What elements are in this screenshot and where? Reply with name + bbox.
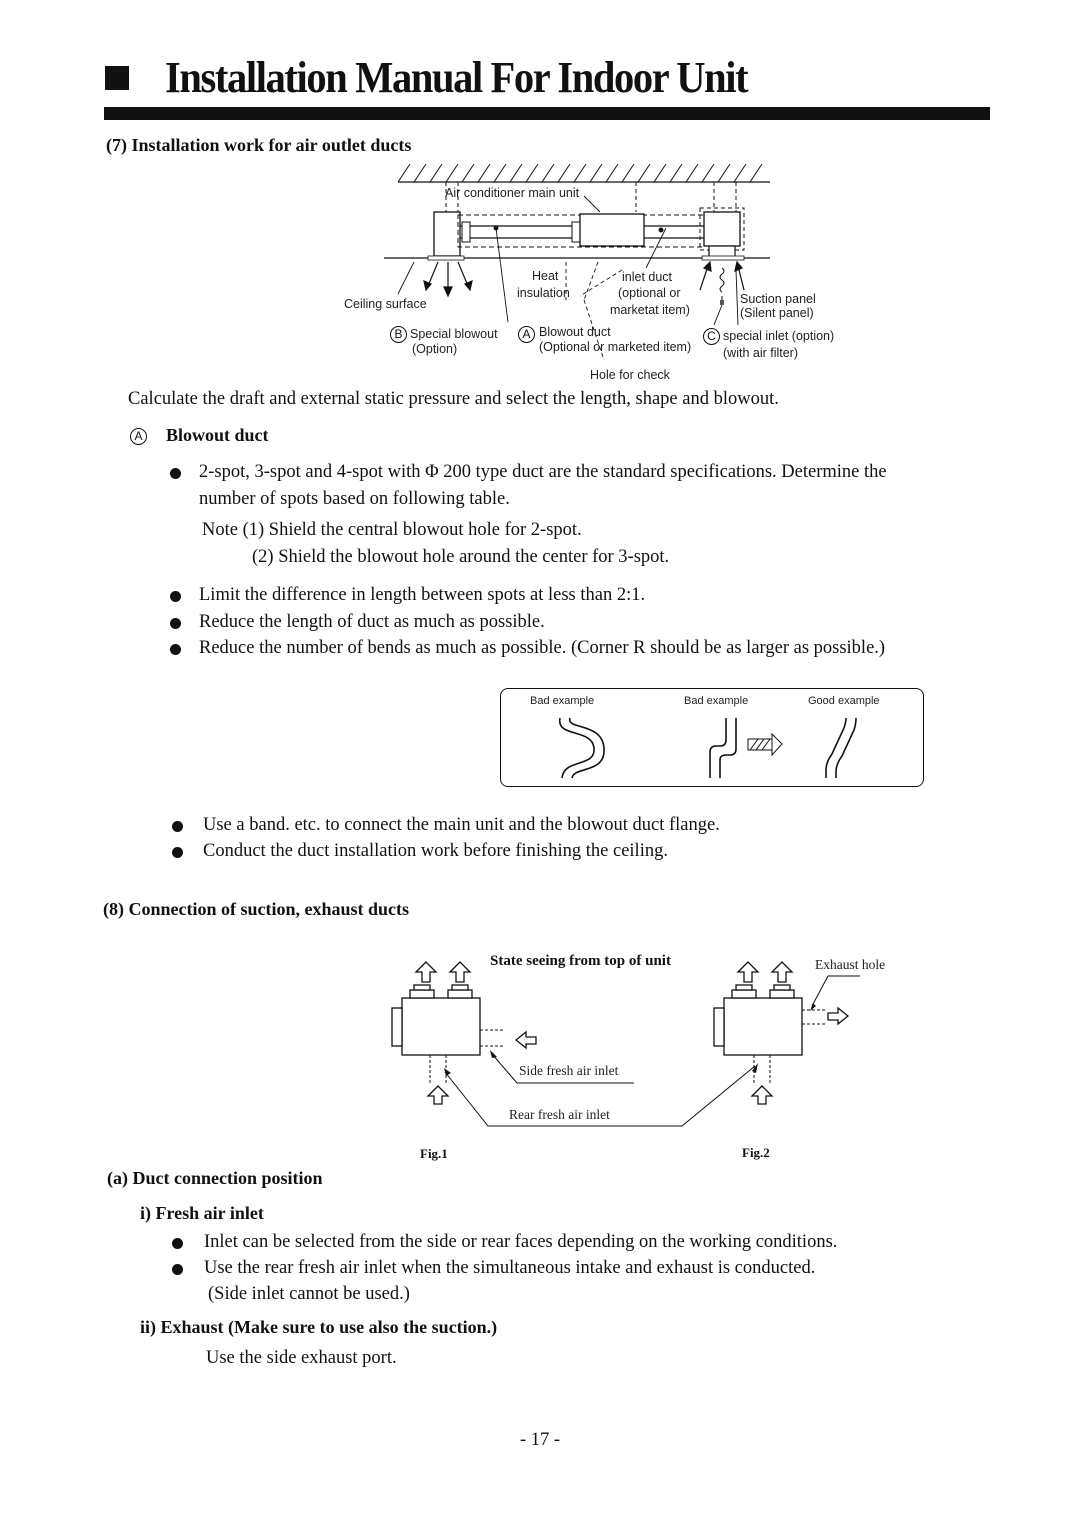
bullet-rear-inlet: Use the rear fresh air inlet when the simultaneous intake and exhaust is conducted.	[204, 1258, 816, 1278]
marker-b-letter: B	[390, 326, 407, 343]
insulation-label: insulation	[517, 286, 570, 300]
inlet-duct-optional-label: (optional or	[618, 286, 681, 300]
bullet-icon	[172, 1264, 183, 1275]
ceiling-surface-label: Ceiling surface	[344, 297, 427, 311]
blowout-duct-sub-label: (Optional or marketed item)	[539, 340, 692, 354]
bad-example-2-label: Bad example	[684, 695, 749, 707]
exhaust-text: Use the side exhaust port.	[206, 1348, 397, 1368]
calc-text: Calculate the draft and external static pressure and select the length, shape and blowout.	[128, 389, 779, 409]
bad-example-1-label: Bad example	[530, 695, 595, 707]
bullet-use-band: Use a band. etc. to connect the main unit and the blowout duct flange.	[203, 815, 720, 835]
inlet-duct-market-label: marketat item)	[610, 303, 690, 317]
marker-c-letter: C	[703, 328, 720, 345]
silent-panel-label: (Silent panel)	[740, 306, 814, 320]
inlet-duct-label: inlet duct	[622, 270, 673, 284]
state-seeing-label: State seeing from top of unit	[490, 953, 671, 969]
bullet-standard-specs: 2-spot, 3-spot and 4-spot with Φ 200 type duct are the standard specifications. Determine the	[199, 462, 887, 482]
fresh-air-inlet-heading: i) Fresh air inlet	[140, 1203, 264, 1223]
bullet-reduce-bends: Reduce the number of bends as much as possible. (Corner R should be as larger as possible.)	[199, 638, 886, 658]
duct-connection-position-heading: (a) Duct connection position	[107, 1168, 323, 1188]
side-inlet-note: (Side inlet cannot be used.)	[208, 1284, 410, 1304]
side-fresh-air-label: Side fresh air inlet	[519, 1063, 619, 1078]
note-1: Note (1) Shield the central blowout hole for 2-spot.	[202, 520, 582, 540]
special-inlet-label: special inlet (option)	[723, 329, 835, 343]
special-blowout-label: Special blowout	[410, 327, 498, 341]
bullet-reduce-length: Reduce the length of duct as much as possible.	[199, 612, 545, 632]
note-2: (2) Shield the blowout hole around the center for 3-spot.	[252, 547, 670, 567]
bullet-standard-specs-cont: number of spots based on following table.	[199, 489, 510, 509]
section-8-heading: (8) Connection of suction, exhaust ducts	[103, 899, 410, 919]
blowout-duct-heading: Blowout duct	[166, 425, 269, 445]
page-number: - 17 -	[520, 1430, 561, 1450]
good-example-label: Good example	[808, 695, 880, 707]
suction-panel-label: Suction panel	[740, 292, 816, 306]
exhaust-hole-label: Exhaust hole	[815, 957, 886, 972]
marker-a-letter: A	[518, 326, 535, 343]
blowout-marker-a-letter: A	[130, 428, 147, 445]
hole-for-check-label: Hole for check	[590, 368, 670, 382]
special-blowout-option-label: (Option)	[412, 342, 458, 356]
with-filter-label: (with air filter)	[723, 346, 799, 360]
rear-fresh-air-label: Rear fresh air inlet	[509, 1107, 610, 1122]
bullet-length-ratio: Limit the difference in length between spots at less than 2:1.	[199, 585, 646, 605]
fig2-caption: Fig.2	[742, 1145, 770, 1160]
section-7-heading: (7) Installation work for air outlet ducts	[106, 135, 412, 155]
fig1-caption: Fig.1	[420, 1146, 448, 1161]
bullet-icon	[172, 1238, 183, 1249]
heat-label: Heat	[532, 269, 559, 283]
blowout-duct-label: Blowout duct	[539, 325, 611, 339]
main-unit-label: Air conditioner main unit	[445, 186, 580, 200]
page-title: Installation Manual For Indoor Unit	[165, 53, 748, 102]
exhaust-heading: ii) Exhaust (Make sure to use also the suction.)	[140, 1317, 498, 1337]
bullet-inlet-side-or-rear: Inlet can be selected from the side or rear faces depending on the working conditions.	[204, 1232, 838, 1252]
bullet-before-ceiling: Conduct the duct installation work before finishing the ceiling.	[203, 841, 668, 861]
